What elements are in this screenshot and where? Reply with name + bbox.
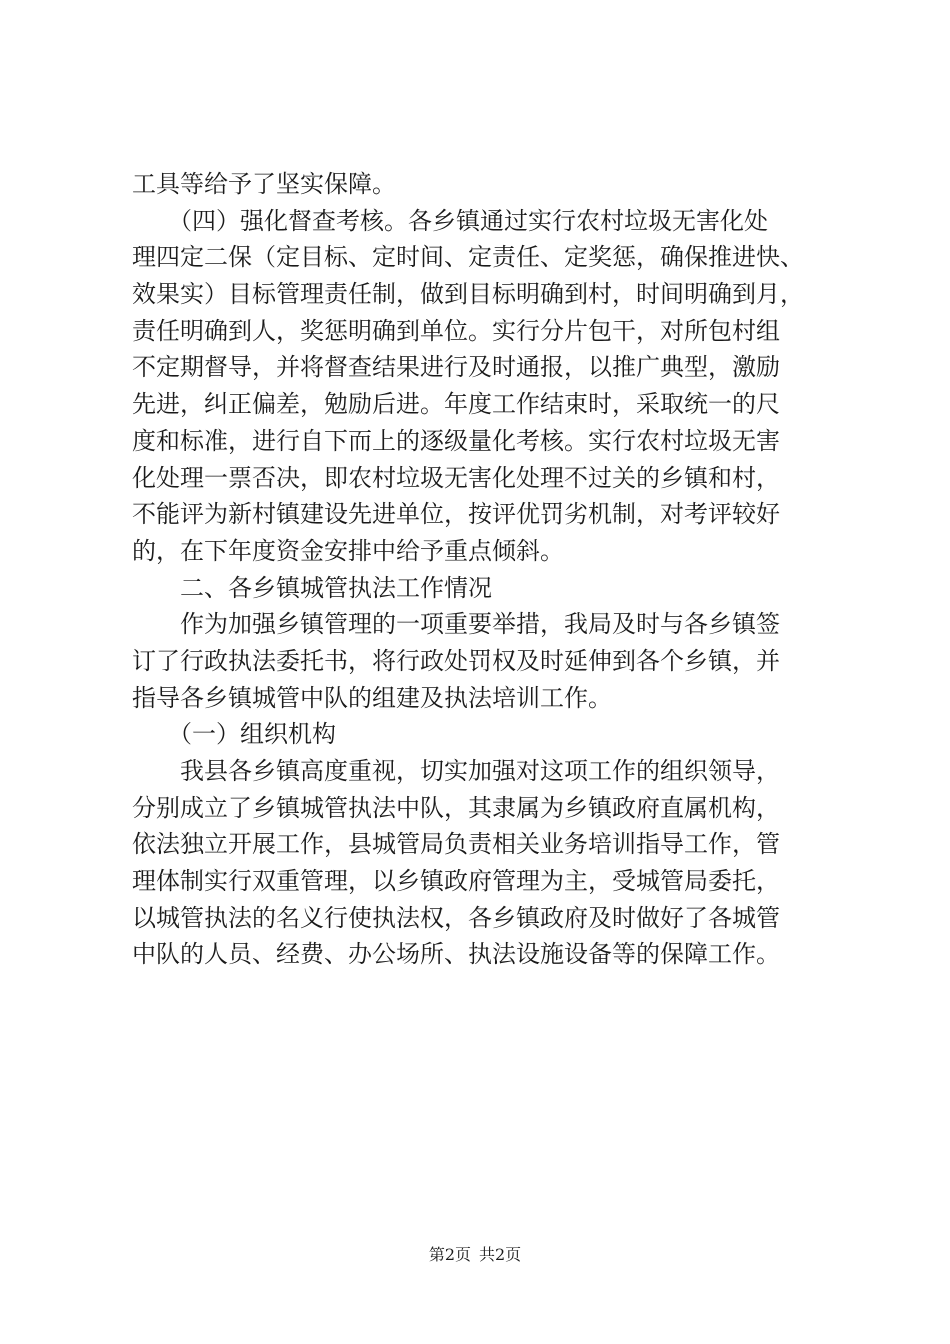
body-line: 以城管执法的名义行使执法权，各乡镇政府及时做好了各城管 [132, 903, 780, 932]
body-line: 责任明确到人，奖惩明确到单位。实行分片包干，对所包村组 [132, 316, 780, 345]
page-number: 第2页 [428, 1245, 471, 1264]
page-total: 共2页 [479, 1245, 522, 1264]
body-line: 工具等给予了坚实保障。 [132, 170, 396, 198]
body-line: 的，在下年度资金安排中给予重点倾斜。 [132, 536, 564, 565]
body-line: 不定期督导，并将督查结果进行及时通报，以推广典型，激励 [132, 353, 780, 382]
page-footer [0, 1243, 950, 1267]
body-line: 效果实）目标管理责任制，做到目标明确到村，时间明确到月， [132, 280, 804, 309]
body-line: 不能评为新村镇建设先进单位，按评优罚劣机制，对考评较好 [132, 500, 780, 529]
body-line: 指导各乡镇城管中队的组建及执法培训工作。 [132, 683, 612, 712]
body-line: 理四定二保（定目标、定时间、定责任、定奖惩，确保推进快、 [132, 243, 804, 272]
subsection-heading-1: （一）组织机构 [132, 720, 336, 749]
body-line: 依法独立开展工作，县城管局负责相关业务培训指导工作，管 [132, 830, 780, 859]
body-line: 作为加强乡镇管理的一项重要举措，我局及时与各乡镇签 [132, 610, 780, 639]
section-heading-2: 二、各乡镇城管执法工作情况 [132, 573, 492, 602]
body-line: 分别成立了乡镇城管执法中队，其隶属为乡镇政府直属机构， [132, 793, 780, 822]
body-line: 理体制实行双重管理，以乡镇政府管理为主，受城管局委托， [132, 867, 780, 896]
body-line: 中队的人员、经费、办公场所、执法设施设备等的保障工作。 [132, 940, 780, 969]
document-body [132, 166, 832, 973]
body-line: 先进，纠正偏差，勉励后进。年度工作结束时，采取统一的尺 [132, 390, 780, 419]
body-line: 度和标准，进行自下而上的逐级量化考核。实行农村垃圾无害 [132, 426, 780, 455]
body-line: 化处理一票否决，即农村垃圾无害化处理不过关的乡镇和村， [132, 463, 780, 492]
body-line: 我县各乡镇高度重视，切实加强对这项工作的组织领导， [132, 757, 780, 785]
body-line: 订了行政执法委托书，将行政处罚权及时延伸到各个乡镇，并 [132, 646, 780, 675]
section-heading-4: （四）强化督查考核。各乡镇通过实行农村垃圾无害化处 [132, 206, 768, 235]
